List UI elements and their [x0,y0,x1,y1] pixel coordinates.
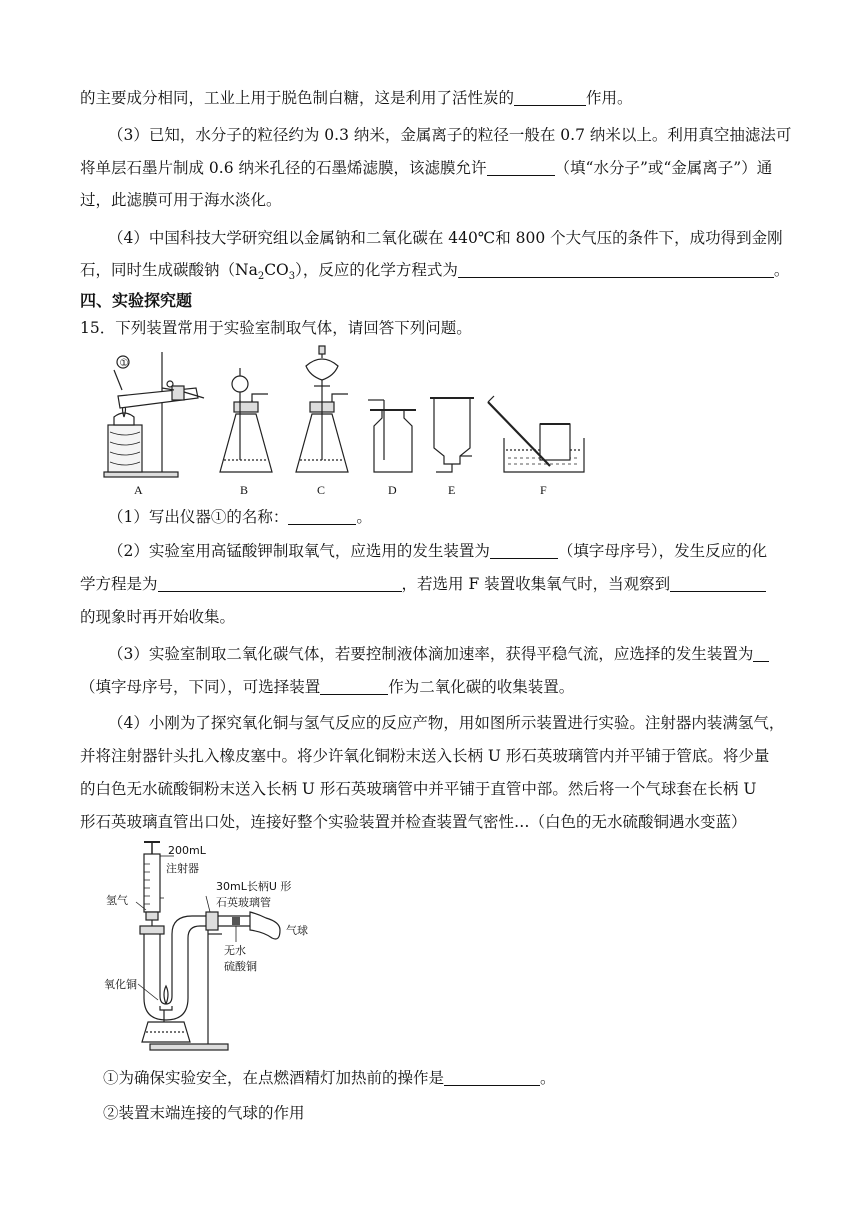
syringe-name-label: 注射器 [166,862,199,875]
answer-blank[interactable] [514,89,586,106]
apparatus-f [488,396,584,472]
q15-p4-line-2: 并将注射器针头扎入橡皮塞中。将少许氧化铜粉末送入长柄 U 形石英玻璃管内并平铺于管底。将少量 [80,747,770,765]
text: 学方程是为 [80,575,158,593]
subscript: 3 [288,271,296,283]
text: CO [264,261,289,279]
text: （填字母序号，下同），可选择装置 [80,678,321,696]
label-e: E [448,483,456,497]
q14-line-1 [80,88,860,108]
hydrogen-label: 氢气 [106,894,128,907]
q15-p3-line-1 [108,644,860,664]
text: 将单层石墨片制成 0.6 纳米孔径的石墨烯滤膜，该滤膜允许 [80,159,487,177]
text: （1）写出仪器①的名称： [108,508,289,526]
text: ），反应的化学方程式为 [295,261,458,279]
apparatus-a [104,352,204,477]
q15-p1 [108,507,860,527]
q14-p3-line-1: （3）已知，水分子的粒径约为 0.3 纳米，金属离子的粒径一般在 0.7 纳米以上。利用真空抽滤法可 [108,126,792,144]
q15-p2-line-2 [80,574,860,594]
q14-p4-line-1: （4）中国科技大学研究组以金属钠和二氧化碳在 440℃和 800 个大气压的条件下，成功得到金刚 [108,229,783,247]
apparatus-d [368,400,416,472]
label-f: F [540,483,547,497]
text: （填“水分子”或“金属离子”）通 [554,159,773,177]
q15-p4-line-4: 形石英玻璃直管出口处，连接好整个实验装置并检查装置气密性…（白色的无水硫酸铜遇水变蓝） [80,813,747,831]
label-b: B [240,483,249,497]
q14-p4-line-2 [80,260,860,287]
answer-blank[interactable] [158,575,402,592]
answer-blank[interactable] [444,1069,540,1086]
text: 作用。 [586,89,633,107]
apparatus-b [220,368,272,472]
text: 作为二氧化碳的收集装置。 [388,678,575,696]
q15-s1 [103,1068,860,1088]
answer-blank[interactable] [320,678,388,695]
u-tube-label-2: 石英玻璃管 [216,896,271,909]
text: 石，同时生成碳酸钠（Na [80,261,258,279]
cuo-label: 氧化铜 [104,978,137,991]
q15-p2-line-1 [108,541,860,561]
syringe-volume-label: 200mL [168,844,206,857]
marker-1: ① [119,358,129,369]
label-d: D [388,483,397,497]
q14-p3-line-3: 过，此滤膜可用于海水淡化。 [80,191,282,209]
answer-blank[interactable] [288,508,356,525]
text: （3）实验室制取二氧化碳气体，若要控制液体滴加速率，获得平稳气流，应选择的发生装置为 [108,645,754,663]
text: ，若选用 F 装置收集氧气时，当观察到 [401,575,671,593]
apparatus-figure [100,340,590,500]
q15-p4-line-1: （4）小刚为了探究氧化铜与氢气反应的反应产物，用如图所示装置进行实验。注射器内装满氢气， [108,714,785,732]
text: 。 [540,1069,556,1087]
apparatus-e [430,398,474,472]
text: 。 [773,261,790,279]
answer-blank[interactable] [458,261,774,278]
label-c: C [317,483,326,497]
text: 的主要成分相同，工业上用于脱色制白糖，这是利用了活性炭的 [80,89,515,107]
text: ①为确保实验安全，在点燃酒精灯加热前的操作是 [103,1069,445,1087]
text: （2）实验室用高锰酸钾制取氧气，应选用的发生装置为 [108,542,490,560]
answer-blank[interactable] [753,645,769,662]
u-tube-figure [100,838,340,1060]
q15-p3-line-2 [80,677,860,697]
answer-blank[interactable] [487,159,555,176]
balloon-label: 气球 [286,924,308,937]
text: 。 [356,508,372,526]
cuso4-label-2: 硫酸铜 [224,960,257,973]
q15-stem: 15．下列装置常用于实验室制取气体，请回答下列问题。 [80,319,472,337]
subscript: 2 [257,271,265,283]
answer-blank[interactable] [490,542,558,559]
q15-s2: ②装置末端连接的气球的作用 [103,1104,305,1122]
apparatus-c [296,346,348,472]
u-tube-label-1: 30mL长柄U 形 [216,880,292,893]
answer-blank[interactable] [670,575,766,592]
text: （填字母序号），发生反应的化 [557,542,768,560]
cuso4-label-1: 无水 [224,944,246,957]
q15-p2-line-3: 的现象时再开始收集。 [80,608,236,626]
q14-p3-line-2 [80,158,860,178]
label-a: A [134,483,143,497]
section-heading: 四、实验探究题 [80,291,193,310]
q15-p4-line-3: 的白色无水硫酸铜粉末送入长柄 U 形石英玻璃管中并平铺于直管中部。然后将一个气球套在长柄 U [80,780,757,798]
